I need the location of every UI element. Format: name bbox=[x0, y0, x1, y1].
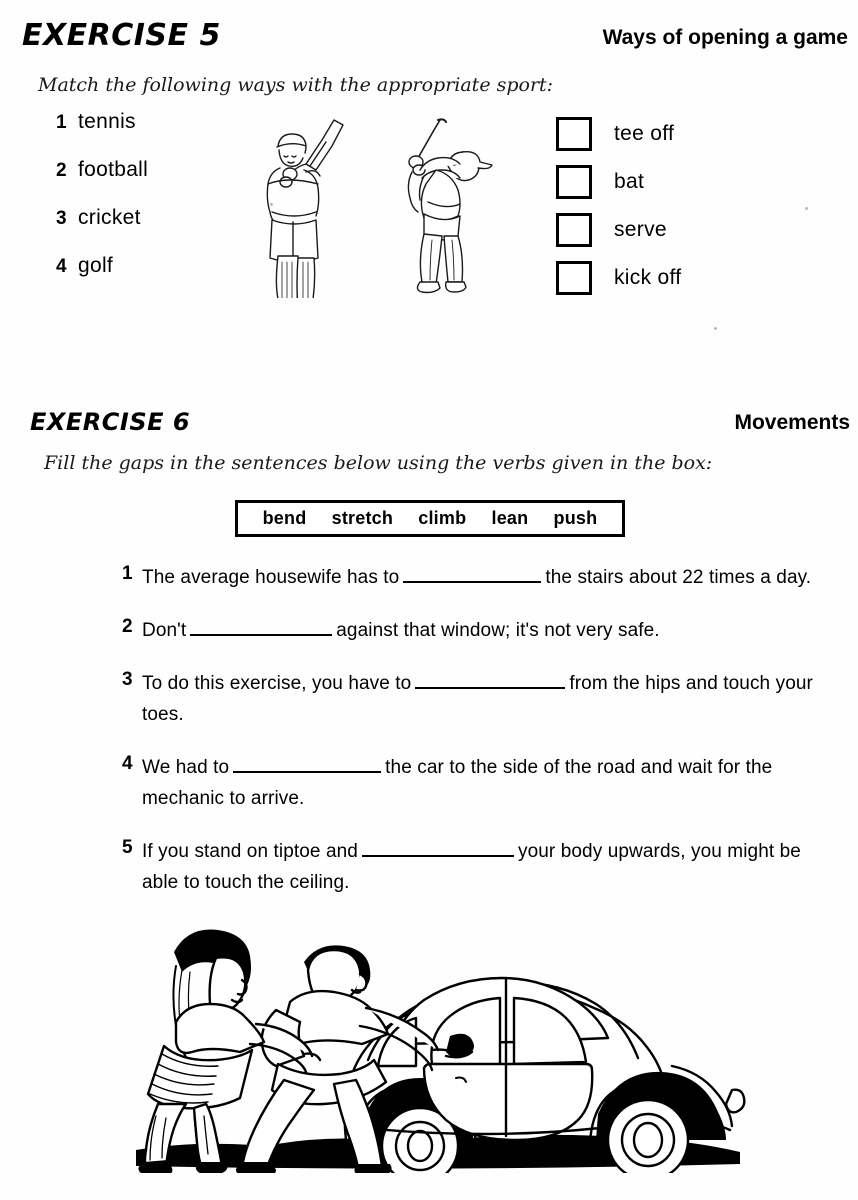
exercise-5-title-text: EXERCISE 5 bbox=[22, 18, 221, 53]
sentence-number: 5 bbox=[122, 837, 133, 858]
sentence-body bbox=[142, 836, 842, 898]
option-row-serve[interactable] bbox=[556, 206, 681, 254]
sentence-item-3 bbox=[122, 668, 842, 730]
exercise-6-title bbox=[30, 408, 190, 436]
sentence-text-before: We had to bbox=[142, 757, 230, 778]
exercise-6-instruction: Fill the gaps in the sentences below using the verbs given in the box: bbox=[44, 452, 713, 474]
scan-speck bbox=[805, 207, 808, 210]
sentence-text-before: To do this exercise, you have to bbox=[142, 673, 412, 694]
option-label: tee off bbox=[614, 122, 675, 145]
sentence-text-after: against that window; it's not very safe. bbox=[336, 620, 660, 641]
sport-label: tennis bbox=[78, 110, 136, 133]
sentence-text-after: the stairs about 22 times a day. bbox=[545, 567, 812, 588]
checkbox-bat[interactable] bbox=[556, 165, 592, 199]
sentence-body bbox=[142, 562, 811, 593]
exercise-5-topic: Ways of opening a game bbox=[602, 26, 848, 49]
option-label: kick off bbox=[614, 266, 682, 289]
list-item[interactable] bbox=[56, 158, 148, 206]
answer-blank-3[interactable] bbox=[415, 687, 565, 689]
sport-number: 2 bbox=[56, 160, 67, 181]
cricket-batsman-illustration bbox=[248, 118, 368, 298]
option-row-kick-off[interactable] bbox=[556, 254, 681, 302]
sentence-number: 2 bbox=[122, 616, 133, 637]
sentence-body bbox=[142, 752, 842, 814]
sentence-item-2 bbox=[122, 615, 842, 646]
sport-label: golf bbox=[78, 254, 114, 277]
sport-number: 3 bbox=[56, 208, 67, 229]
word-bank-box bbox=[235, 500, 625, 537]
sport-number: 1 bbox=[56, 112, 67, 133]
sentence-item-4 bbox=[122, 752, 842, 814]
answer-blank-5[interactable] bbox=[362, 855, 514, 857]
exercise-6-topic: Movements bbox=[734, 411, 850, 434]
sentence-text-after: the car to the side of the road and wait for the mechanic to arrive. bbox=[142, 757, 773, 809]
sentence-item-5 bbox=[122, 836, 842, 898]
exercise-5-title bbox=[22, 18, 221, 53]
answer-blank-2[interactable] bbox=[190, 634, 332, 636]
sentence-item-1 bbox=[122, 562, 842, 593]
checkbox-serve[interactable] bbox=[556, 213, 592, 247]
checkbox-kick-off[interactable] bbox=[556, 261, 592, 295]
word-bank-item[interactable]: push bbox=[553, 508, 598, 528]
option-row-bat[interactable] bbox=[556, 158, 681, 206]
checkbox-tee-off[interactable] bbox=[556, 117, 592, 151]
sentence-body bbox=[142, 615, 660, 646]
exercise-5-instruction: Match the following ways with the appropriate sport: bbox=[38, 74, 554, 96]
sentence-number: 4 bbox=[122, 753, 133, 774]
sport-label: cricket bbox=[78, 206, 141, 229]
scan-speck bbox=[714, 327, 717, 330]
word-bank-item[interactable]: climb bbox=[418, 508, 467, 528]
option-row-tee-off[interactable] bbox=[556, 110, 681, 158]
word-bank-item[interactable]: stretch bbox=[331, 508, 394, 528]
sentence-number: 3 bbox=[122, 669, 133, 690]
exercise-6-title-text: EXERCISE 6 bbox=[30, 408, 191, 436]
sentence-text-before: If you stand on tiptoe and bbox=[142, 841, 358, 862]
sentence-number: 1 bbox=[122, 563, 133, 584]
list-item[interactable] bbox=[56, 206, 148, 254]
word-bank-item[interactable]: lean bbox=[491, 508, 529, 528]
option-label: serve bbox=[614, 218, 667, 241]
sport-label: football bbox=[78, 158, 149, 181]
people-pushing-car-illustration bbox=[128, 918, 748, 1173]
golfer-illustration bbox=[388, 118, 508, 298]
scan-speck bbox=[270, 203, 273, 206]
sentence-text-before: Don't bbox=[142, 620, 187, 641]
answer-blank-1[interactable] bbox=[403, 581, 541, 583]
sentence-text-after: your body upwards, you might be able to touch the ceiling. bbox=[142, 841, 801, 893]
word-bank-item[interactable]: bend bbox=[262, 508, 307, 528]
option-list bbox=[556, 110, 681, 302]
sport-list bbox=[56, 110, 148, 302]
sentence-text-before: The average housewife has to bbox=[142, 567, 400, 588]
answer-blank-4[interactable] bbox=[233, 771, 381, 773]
list-item[interactable] bbox=[56, 110, 148, 158]
option-label: bat bbox=[614, 170, 645, 193]
gap-fill-sentence-list bbox=[122, 562, 842, 920]
sentence-body bbox=[142, 668, 842, 730]
sentence-text-after: from the hips and touch your toes. bbox=[142, 673, 813, 725]
list-item[interactable] bbox=[56, 254, 148, 302]
sport-number: 4 bbox=[56, 256, 67, 277]
